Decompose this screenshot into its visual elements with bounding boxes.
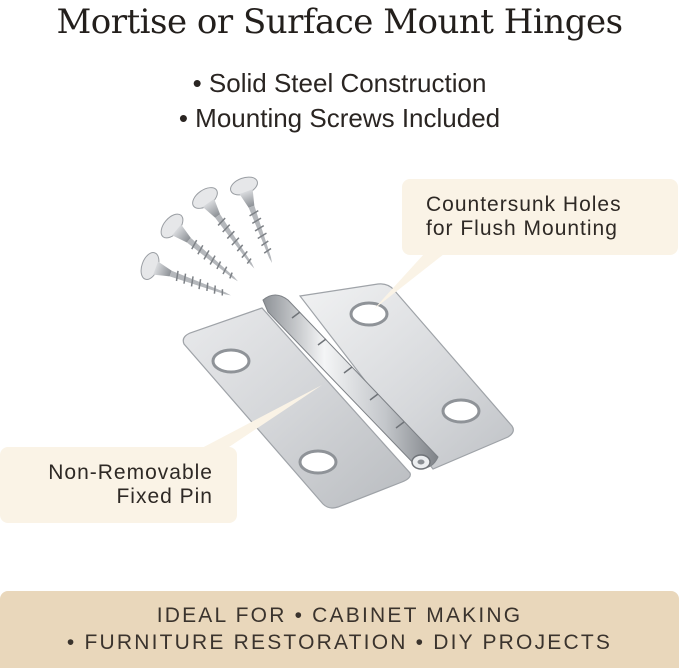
callout-pin-line1: Non-Removable	[48, 461, 213, 484]
callout-fixed-pin	[0, 447, 237, 523]
callout-pin-line2: Fixed Pin	[116, 485, 213, 508]
banner-line2: • FURNITURE RESTORATION • DIY PROJECTS	[66, 631, 613, 654]
screw-icon	[138, 174, 286, 309]
page-title: Mortise or Surface Mount Hinges	[56, 2, 623, 42]
callout-countersunk-holes	[402, 179, 678, 255]
use-cases-banner	[0, 591, 679, 668]
banner-line1: IDEAL FOR • CABINET MAKING	[156, 604, 523, 627]
callout-holes-line2: for Flush Mounting	[426, 217, 618, 240]
feature-item-screws: • Mounting Screws Included	[178, 103, 501, 133]
callout-holes-line1: Countersunk Holes	[426, 193, 622, 216]
feature-item-steel: • Solid Steel Construction	[192, 68, 487, 98]
